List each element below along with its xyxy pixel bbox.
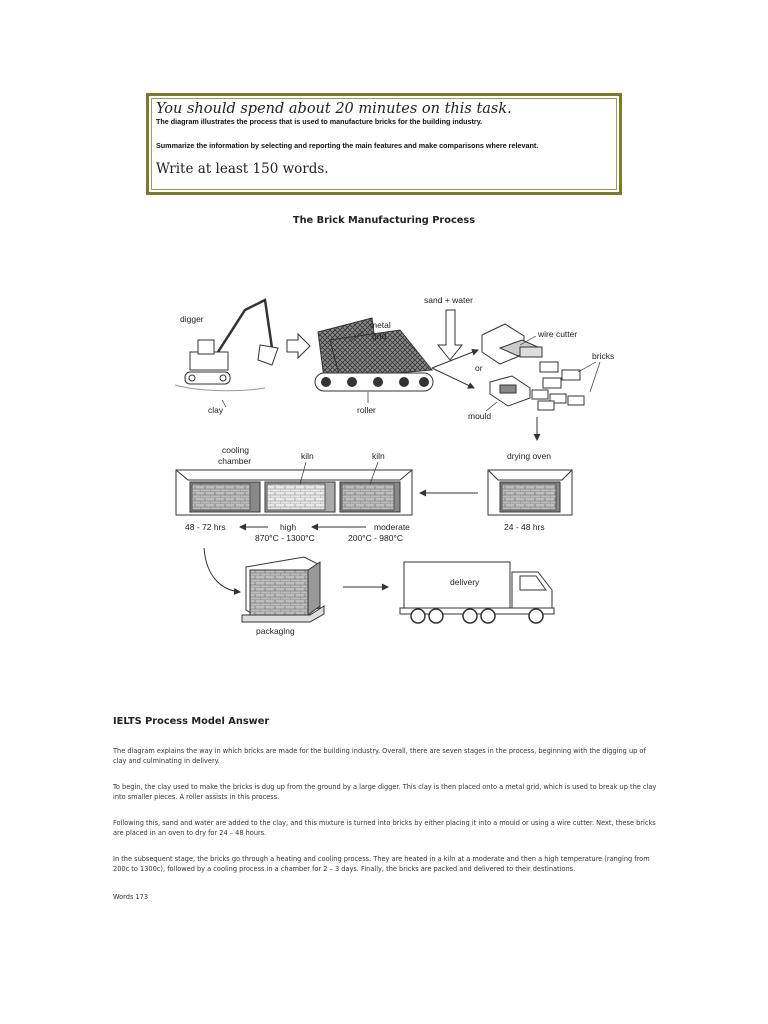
label-kiln-high: kiln bbox=[301, 451, 314, 461]
label-kiln-moderate: kiln bbox=[372, 451, 385, 461]
delivery-truck bbox=[400, 562, 554, 623]
label-sand-water: sand + water bbox=[424, 295, 473, 305]
label-high-temp: 870°C - 1300°C bbox=[255, 533, 315, 543]
label-hrs-24-48: 24 - 48 hrs bbox=[504, 522, 545, 532]
packaging-illustration bbox=[242, 557, 324, 622]
label-bricks: bricks bbox=[592, 351, 615, 361]
label-moderate: moderate bbox=[374, 522, 410, 532]
label-cooling: cooling bbox=[222, 445, 249, 455]
task-description: The diagram illustrates the process that is used to manufacture bricks for the building industry. bbox=[156, 117, 483, 126]
label-delivery: delivery bbox=[450, 577, 480, 587]
answer-paragraph-1: The diagram explains the way in which bricks are made for the building industry. Overall, there are seven stages in the process, beginning with the digging up of clay and culminating in delivery. bbox=[113, 747, 646, 765]
label-metal: metal bbox=[370, 320, 391, 330]
label-moderate-temp: 200°C - 980°C bbox=[348, 533, 403, 543]
label-packaging: packaging bbox=[256, 626, 295, 636]
drying-oven bbox=[488, 470, 572, 515]
kiln-building bbox=[176, 470, 412, 515]
answer-paragraph-2: To begin, the clay used to make the bricks is dug up from the ground by a large digger. This clay is then placed onto a metal grid, which is used to break up the clay into smaller pieces. A roller assists in this process. bbox=[113, 783, 657, 801]
task-heading: You should spend about 20 minutes on this task. bbox=[156, 101, 512, 117]
cut-bricks-illustration bbox=[540, 362, 580, 388]
mould-illustration bbox=[490, 376, 584, 410]
arrow-to-packaging bbox=[204, 548, 240, 592]
diagram-title: The Brick Manufacturing Process bbox=[292, 215, 476, 226]
label-chamber: chamber bbox=[218, 456, 252, 466]
task-instruction: Summarize the information by selecting and reporting the main features and make comparisons where relevant. bbox=[156, 141, 539, 150]
label-or: or bbox=[475, 363, 483, 373]
label-clay: clay bbox=[208, 405, 224, 415]
label-wire-cutter: wire cutter bbox=[538, 329, 578, 339]
label-mould: mould bbox=[468, 411, 492, 421]
label-drying-oven: drying oven bbox=[507, 451, 551, 461]
label-high: high bbox=[280, 522, 297, 532]
label-roller: roller bbox=[357, 405, 376, 415]
wire-cutter-illustration bbox=[482, 324, 542, 364]
answer-paragraph-3: Following this, sand and water are added to the clay, and this mixture is turned into bricks by either placing it into a mould or using a wire cutter. Next, these bricks are placed in an oven to dry for 24 – 48 hours. bbox=[113, 819, 656, 837]
answer-title: IELTS Process Model Answer bbox=[113, 716, 270, 727]
label-digger: digger bbox=[180, 314, 204, 324]
answer-paragraph-4: In the subsequent stage, the bricks go through a heating and cooling process. They are heated in a kiln at a moderate and then a high temperature (ranging from 200c to 1300c), followed by a cooling process in a chamber for 2 – 3 days. Finally, the bricks are packed and delivered to their destinations. bbox=[113, 855, 650, 873]
task-word-count: Write at least 150 words. bbox=[156, 161, 329, 177]
label-hrs-48-72: 48 - 72 hrs bbox=[185, 522, 226, 532]
arrow-outline-down bbox=[438, 310, 462, 360]
label-grid: grid bbox=[372, 331, 387, 341]
word-count: Words 173 bbox=[113, 893, 149, 901]
arrow-outline-right bbox=[287, 334, 310, 358]
